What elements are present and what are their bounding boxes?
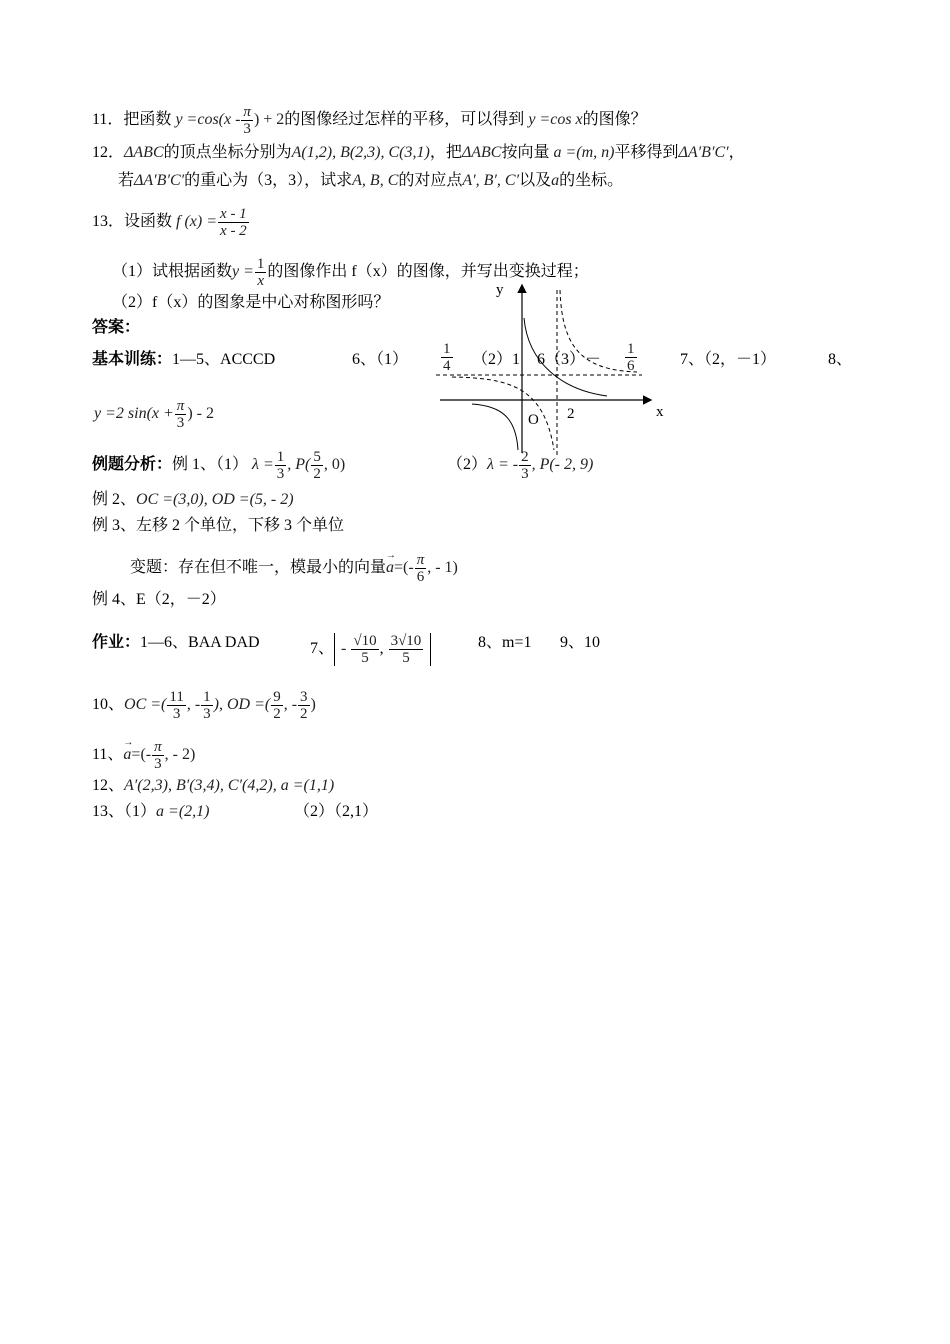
question-12-line-2: 若ΔA′B′C′的重心为（3，3），试求A, B, C的对应点A′, B′, C′以及a的坐标。 [118,172,624,189]
math-expression: y =cos x [528,111,583,129]
graph-label-x: x [656,404,664,420]
basic-training-answers: 基本训练：1—5、ACCCD [92,351,276,368]
fraction: $\frac{1}{x}$ [256,256,265,289]
question-13-part-1: （1）试根据函数y = $\frac{1}{x}$ 的图像作出 f（x）的图像，并写出变换过程； [112,256,589,289]
fraction: $\frac{\pi}{3}$ [243,104,251,137]
answer-8-expression: y =2 sin(x + $\frac{\pi}{3}$ ) - 2 [94,398,214,431]
example-3: 例 3、左移 2 个单位，下移 3 个单位 [92,517,345,534]
variant-question: 变题：存在但不唯一，模最小的向量→ a=(- $\frac{\pi}{6}$ , - 1) [130,552,458,585]
answer-title: 答案： [92,319,141,336]
homework-answers: 作业：1—6、BAA DAD [92,634,260,651]
graph-label-two: 2 [567,406,575,422]
question-12-line-1: 12．ΔABC的顶点坐标分别为A(1,2), B(2,3), C(3,1)，把ΔABC按向量 a =(m, n)平移得到ΔA′B′C′， [92,144,745,161]
question-11: 11．把函数 y =cos(x - $\frac{\pi}{3}$ ) + 2的图像经过怎样的平移，可以得到 y =cos x的图像？ [92,104,647,137]
answer-13-part-2: （2）（2,1） [294,803,379,820]
fraction: $\frac{x - 1}{x - 2}$ [220,206,247,239]
answer-11: 11、→ a=(- $\frac{\pi}{3}$ , - 2) [92,739,195,772]
graph-label-origin: O [528,412,539,428]
homework-8: 8、m=1 [478,634,532,651]
example-1-part-2: （2）λ = - $\frac{2}{3}$ , P(- 2, 9) [447,449,594,482]
answer-12: 12、A′(2,3), B′(3,4), C′(4,2), a =(1,1) [92,777,335,794]
math-expression: y =cos(x - [175,111,241,129]
curve-1-over-x-neg [472,404,518,450]
graph-label-y: y [496,282,504,298]
question-13: 13．设函数 f (x) = $\frac{x - 1}{x - 2}$ [92,206,247,239]
homework-9-10: 9、10 [560,634,601,651]
answer-6-part-2: （2）1 [472,351,521,368]
answer-7: 7、（2，－1） [680,351,777,368]
example-4: 例 4、E（2，－2） [92,591,226,608]
homework-7: 7、 - $\frac{√10}{5}$ , $\frac{3√10}{5}$ [310,633,431,666]
answer-8-label: 8、 [828,351,853,368]
answer-6-part-3: 6（3）－ [537,351,602,368]
answer-13: 13、（1）a =(2,1) [92,803,210,820]
example-2: 例 2、OC =(3,0), OD =(5, - 2) [92,491,294,508]
fraction-one-quarter: $\frac{1}{4}$ [443,341,451,374]
answer-10: 10、OC =( $\frac{11}{3}$ , - $\frac{1}{3}$ ), OD =( $\frac{9}{2}$ , - $\frac{3}{2}$ ) [92,689,316,722]
answer-6-part-1: 6、（1） [352,351,409,368]
example-1: 例题分析：例 1、（1） λ = $\frac{1}{3}$ , P( $\frac{5}{2}$ , 0) [92,449,346,482]
fraction-one-sixth: $\frac{1}{6}$ [627,341,635,374]
question-13-part-2: （2）f（x）的图象是中心对称图形吗？ [112,294,390,311]
